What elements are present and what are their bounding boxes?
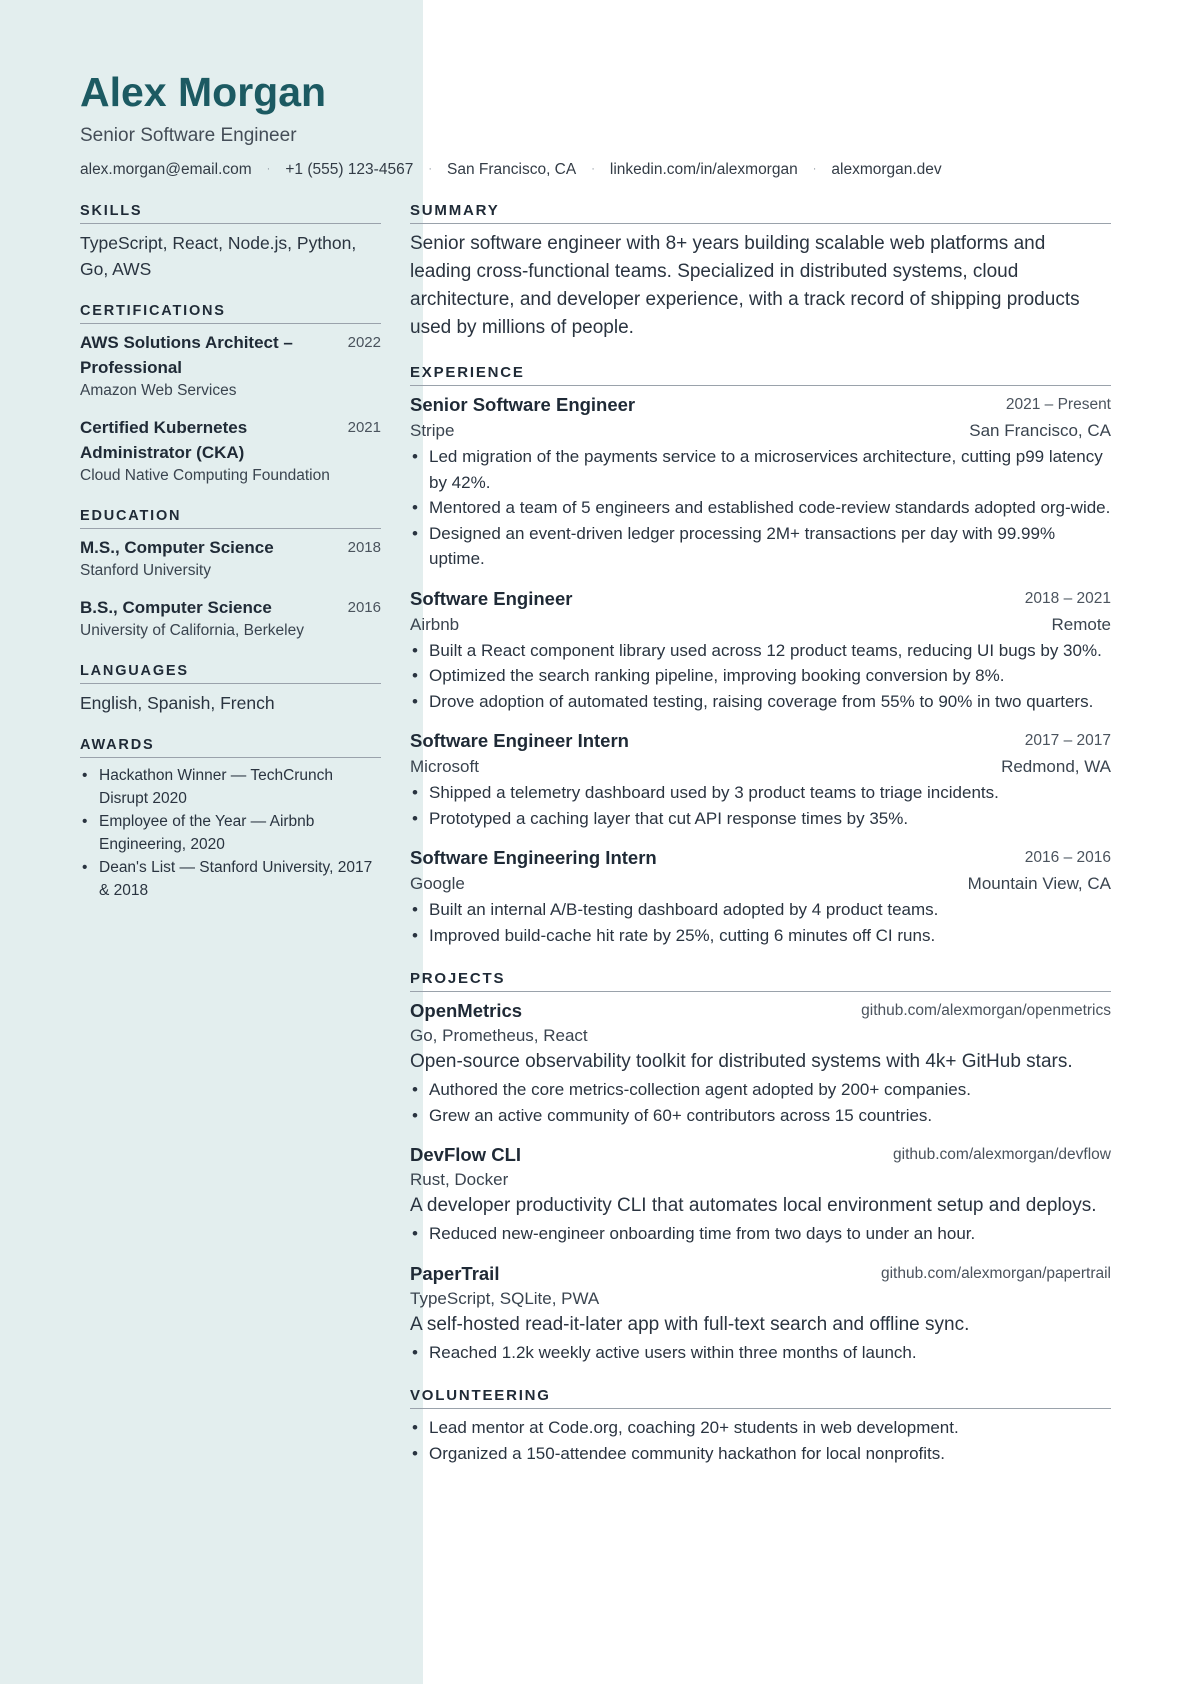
- section-heading: PROJECTS: [410, 970, 1111, 992]
- section-heading: VOLUNTEERING: [410, 1387, 1111, 1409]
- bullet-item: • Designed an event-driven ledger processing 2M+ transactions per day with 99.99% uptime.: [410, 521, 1111, 572]
- job-entry: [410, 392, 1111, 572]
- contact-phone[interactable]: +1 (555) 123-4567: [285, 161, 414, 178]
- bullet-item: • Shipped a telemetry dashboard used by 3 product teams to triage incidents.: [410, 780, 1111, 806]
- volunteering-list: [410, 1415, 1111, 1466]
- project-name: OpenMetrics: [410, 1000, 523, 1021]
- project-bullets: [410, 1340, 1111, 1366]
- certification-item: [80, 330, 381, 402]
- job-dates: 2016 – 2016: [1024, 849, 1111, 866]
- project-bullets: [410, 1077, 1111, 1128]
- awards-section: [80, 736, 381, 902]
- job-entry: [410, 586, 1111, 715]
- section-heading: EDUCATION: [80, 507, 381, 529]
- school: Stanford University: [80, 562, 211, 579]
- job-entry: [410, 845, 1111, 948]
- certification-issuer: Amazon Web Services: [80, 382, 237, 399]
- job-title: Senior Software Engineer: [410, 394, 636, 415]
- bullet-item: • Built a React component library used across 12 product teams, reducing UI bugs by 30%.: [410, 638, 1111, 664]
- graduation-year: 2016: [347, 599, 381, 616]
- project-name: PaperTrail: [410, 1262, 500, 1284]
- certification-title: Certified Kubernetes Administrator (CKA): [80, 418, 248, 462]
- certification-year: 2022: [347, 334, 381, 351]
- bullet-item: • Led migration of the payments service to a microservices architecture, cutting p99 latency by 42%.: [410, 444, 1111, 495]
- project-entry: [410, 1261, 1111, 1366]
- project-entry: [410, 998, 1111, 1128]
- candidate-title: Senior Software Engineer: [80, 125, 297, 146]
- section-heading: EXPERIENCE: [410, 364, 1111, 386]
- job-location: San Francisco, CA: [969, 421, 1111, 440]
- bullet-item: • Reduced new-engineer onboarding time from two days to under an hour.: [410, 1221, 1111, 1247]
- contact-email[interactable]: alex.morgan@email.com: [80, 161, 252, 178]
- certifications-section: [80, 302, 381, 487]
- section-heading: LANGUAGES: [80, 662, 381, 684]
- certification-title: AWS Solutions Architect – Professional: [80, 333, 293, 377]
- contact-separator: ·: [812, 163, 817, 175]
- award-item: • Dean's List — Stanford University, 2017 & 2018: [80, 856, 381, 902]
- job-dates: 2017 – 2017: [1024, 732, 1111, 749]
- bullet-item: • Organized a 150-attendee community hackathon for local nonprofits.: [410, 1441, 1111, 1467]
- graduation-year: 2018: [347, 539, 381, 556]
- award-item: • Employee of the Year — Airbnb Engineering, 2020: [80, 810, 381, 856]
- degree: M.S., Computer Science: [80, 538, 274, 557]
- contact-line: [80, 158, 1110, 181]
- job-title: Software Engineer: [410, 587, 573, 609]
- job-bullets: [410, 780, 1111, 831]
- contact-website[interactable]: alexmorgan.dev: [831, 161, 942, 178]
- languages-section: [80, 662, 381, 716]
- skills-section: [80, 202, 381, 282]
- project-tech: Rust, Docker: [410, 1170, 509, 1189]
- award-item: • Hackathon Winner — TechCrunch Disrupt 2020: [80, 764, 381, 810]
- job-location: Redmond, WA: [1001, 757, 1111, 776]
- education-item: [80, 535, 381, 582]
- bullet-item: • Reached 1.2k weekly active users within three months of launch.: [410, 1340, 1111, 1366]
- section-heading: SKILLS: [80, 202, 381, 224]
- job-company: Airbnb: [410, 614, 460, 634]
- projects-section: [410, 970, 1111, 1365]
- left-column: [80, 202, 381, 922]
- job-company: Stripe: [410, 421, 455, 440]
- bullet-item: • Drove adoption of automated testing, raising coverage from 55% to 90% in two quarters.: [410, 689, 1111, 715]
- job-bullets: [410, 638, 1111, 715]
- skills-text: TypeScript, React, Node.js, Python, Go, AWS: [80, 233, 357, 279]
- candidate-name: Alex Morgan: [80, 69, 327, 115]
- volunteering-section: [410, 1387, 1111, 1466]
- bullet-item: • Prototyped a caching layer that cut API response times by 35%.: [410, 806, 1111, 832]
- bullet-item: • Improved build-cache hit rate by 25%, cutting 6 minutes off CI runs.: [410, 923, 1111, 949]
- contact-separator: ·: [591, 163, 595, 175]
- section-heading: CERTIFICATIONS: [80, 302, 381, 324]
- project-link[interactable]: github.com/alexmorgan/devflow: [893, 1146, 1111, 1163]
- awards-list: [80, 764, 381, 902]
- languages-text: English, Spanish, French: [80, 693, 275, 713]
- contact-separator: ·: [266, 163, 271, 175]
- job-entry: [410, 728, 1111, 831]
- degree: B.S., Computer Science: [80, 598, 272, 617]
- project-link[interactable]: github.com/alexmorgan/papertrail: [880, 1264, 1111, 1282]
- bullet-item: • Authored the core metrics-collection agent adopted by 200+ companies.: [410, 1077, 1111, 1103]
- education-section: [80, 507, 381, 642]
- school: University of California, Berkeley: [80, 622, 304, 639]
- project-tech: TypeScript, SQLite, PWA: [410, 1288, 600, 1308]
- bullet-item: • Grew an active community of 60+ contributors across 15 countries.: [410, 1103, 1111, 1129]
- project-description: Open-source observability toolkit for distributed systems with 4k+ GitHub stars.: [410, 1051, 1073, 1072]
- bullet-item: • Lead mentor at Code.org, coaching 20+ students in web development.: [410, 1415, 1111, 1441]
- job-dates: 2018 – 2021: [1024, 589, 1111, 607]
- resume-header: [80, 66, 1110, 181]
- job-title: Software Engineering Intern: [410, 847, 657, 868]
- project-link[interactable]: github.com/alexmorgan/openmetrics: [861, 1002, 1111, 1019]
- certification-year: 2021: [347, 419, 381, 436]
- job-title: Software Engineer Intern: [410, 730, 629, 751]
- project-tech: Go, Prometheus, React: [410, 1026, 588, 1045]
- job-bullets: [410, 897, 1111, 948]
- job-bullets: [410, 444, 1111, 572]
- job-location: Mountain View, CA: [967, 874, 1111, 893]
- bullet-item: • Mentored a team of 5 engineers and established code-review standards adopted org-wide.: [410, 495, 1111, 521]
- project-name: DevFlow CLI: [410, 1144, 522, 1165]
- bullet-item: • Built an internal A/B-testing dashboard adopted by 4 product teams.: [410, 897, 1111, 923]
- project-entry: [410, 1142, 1111, 1247]
- bullet-item: • Optimized the search ranking pipeline, improving booking conversion by 8%.: [410, 663, 1111, 689]
- project-description: A developer productivity CLI that automates local environment setup and deploys.: [410, 1195, 1097, 1216]
- summary-section: [410, 202, 1111, 342]
- job-company: Microsoft: [410, 757, 479, 776]
- contact-separator: ·: [428, 163, 432, 175]
- certification-item: [80, 415, 381, 487]
- summary-text: Senior software engineer with 8+ years building scalable web platforms and leading cross-functional teams. Specialized in distributed systems, cloud architecture, and developer experience, with a track record of shipping products used by millions of people.: [410, 233, 1080, 338]
- right-column: [410, 202, 1111, 1488]
- education-item: [80, 595, 381, 642]
- job-location: Remote: [1051, 614, 1111, 634]
- experience-section: [410, 364, 1111, 948]
- contact-location: San Francisco, CA: [447, 161, 577, 178]
- job-dates: 2021 – Present: [1005, 396, 1111, 413]
- certification-issuer: Cloud Native Computing Foundation: [80, 467, 330, 484]
- contact-linkedin[interactable]: linkedin.com/in/alexmorgan: [609, 161, 798, 178]
- section-heading: SUMMARY: [410, 202, 1111, 224]
- section-heading: AWARDS: [80, 736, 381, 758]
- project-description: A self-hosted read-it-later app with full-text search and offline sync.: [410, 1313, 970, 1335]
- project-bullets: [410, 1221, 1111, 1247]
- job-company: Google: [410, 874, 465, 893]
